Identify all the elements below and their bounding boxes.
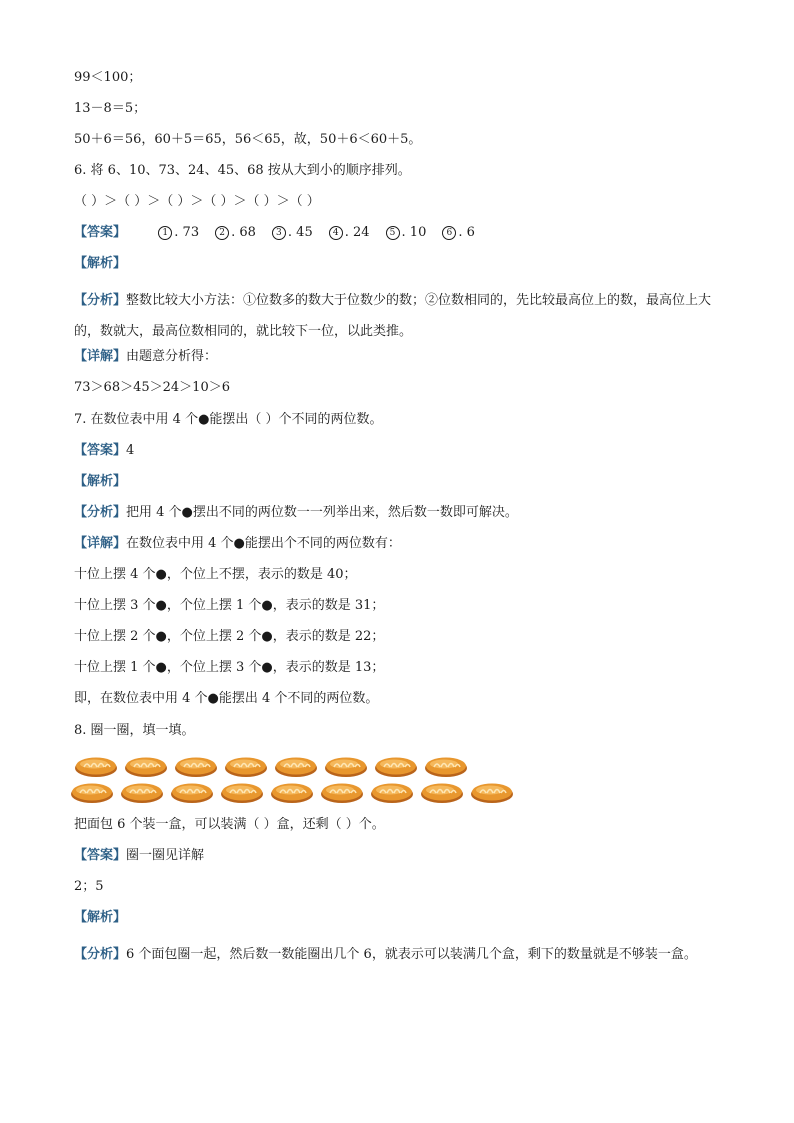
bread-icon [470,780,514,804]
answer-tag: 【答案】 [74,225,127,240]
bread-icon [224,754,268,778]
bread-icon [74,754,118,778]
bread-icon [324,754,368,778]
answer-value: . 68 [231,225,256,240]
answer-value: . 24 [344,225,370,240]
question-7-answer [74,441,734,461]
analysis-tag: 【解析】 [74,256,127,271]
answer-tag: 【答案】 [74,848,127,863]
circled-number: 1 [158,226,172,240]
bread-icon [220,780,264,804]
xiangjie-text: 由题意分析得： [126,349,218,364]
bread-icon [320,780,364,804]
bread-icon [374,754,418,778]
question-8-answer [74,846,734,866]
analysis-tag: 【解析】 [74,474,127,489]
case-line: 十位上摆 1 个●，个位上摆 3 个●，表示的数是 13； [74,660,385,675]
answer-value: . 73 [174,225,200,240]
fenxi-tag: 【分析】 [74,293,127,308]
xiangjie-text: 在数位表中用 4 个●能摆出个不同的两位数有： [126,536,401,551]
case-line: 十位上摆 4 个●，个位上不摆，表示的数是 40； [74,567,357,582]
xiangjie-tag: 【详解】 [74,536,127,551]
fenxi-text: 6 个面包圈一起，然后数一数能圈出几个 6，就表示可以装满几个盒，剩下的数量就是不够装一盒。 [126,947,697,962]
circled-number: 3 [272,226,286,240]
xiangjie-tag: 【详解】 [74,349,127,364]
question-7-analysis [74,503,734,523]
question-7-detail [74,534,734,554]
bread-icon [270,780,314,804]
bread-icon [70,780,114,804]
bread-icon [424,754,468,778]
answer-item [442,223,475,243]
case-line: 十位上摆 2 个●，个位上摆 2 个●，表示的数是 22； [74,629,385,644]
answer-value: . 6 [458,225,475,240]
case-line: 十位上摆 3 个●，个位上摆 1 个●，表示的数是 31； [74,598,385,613]
circled-number: 4 [329,226,343,240]
bread-icon [124,754,168,778]
question-8: 8. 圈一圈，填一填。 [74,723,195,738]
question-8-answer-2: 2；5 [74,879,104,894]
circled-number: 6 [442,226,456,240]
text-line: 13－8＝5； [74,101,147,116]
question-6-detail [74,347,734,367]
answer-value: . 45 [287,225,313,240]
question-6: 6. 将 6、10、73、24、45、68 按从大到小的顺序排列。 [74,163,411,178]
question-6-answer [74,223,734,243]
question-6-blanks: （ ）＞（ ）＞（ ）＞（ ）＞（ ）＞（ ） [74,194,320,209]
bread-icon [420,780,464,804]
bread-icon [174,754,218,778]
circled-number: 2 [215,226,229,240]
text-line: 99＜100； [74,70,142,85]
answer-value: 4 [126,443,135,458]
answer-tag: 【答案】 [74,443,127,458]
question-8-analysis [74,939,734,970]
analysis-tag: 【解析】 [74,910,127,925]
answer-value: 圈一圈见详解 [126,848,205,863]
answer-item [158,223,199,243]
circled-number: 5 [386,226,400,240]
bread-icon [170,780,214,804]
answer-list [158,225,491,240]
answer-value: . 10 [401,225,427,240]
question-6-result: 73＞68＞45＞24＞10＞6 [74,380,230,395]
bread-row-2 [70,780,530,808]
bread-row-1 [74,754,494,782]
bread-icon [274,754,318,778]
answer-item [272,223,313,243]
fenxi-tag: 【分析】 [74,505,127,520]
answer-item [215,223,256,243]
conclusion-line: 即，在数位表中用 4 个●能摆出 4 个不同的两位数。 [74,691,379,706]
answer-item [386,223,427,243]
question-6-analysis [74,285,734,347]
fenxi-tag: 【分析】 [74,947,127,962]
fenxi-text: 整数比较大小方法：①位数多的数大于位数少的数；②位数相同的，先比较最高位上的数，最高位上大的，数就大，最高位数相同的，就比较下一位，以此类推。 [74,293,712,339]
text-line: 50＋6＝56，60＋5＝65，56＜65，故，50＋6＜60＋5。 [74,132,422,147]
answer-item [329,223,370,243]
question-8-text: 把面包 6 个装一盒，可以装满（ ）盒，还剩（ ）个。 [74,817,385,832]
bread-icon [120,780,164,804]
question-7: 7. 在数位表中用 4 个●能摆出（ ）个不同的两位数。 [74,412,383,427]
bread-icon [370,780,414,804]
fenxi-text: 把用 4 个●摆出不同的两位数一一列举出来，然后数一数即可解决。 [126,505,518,520]
